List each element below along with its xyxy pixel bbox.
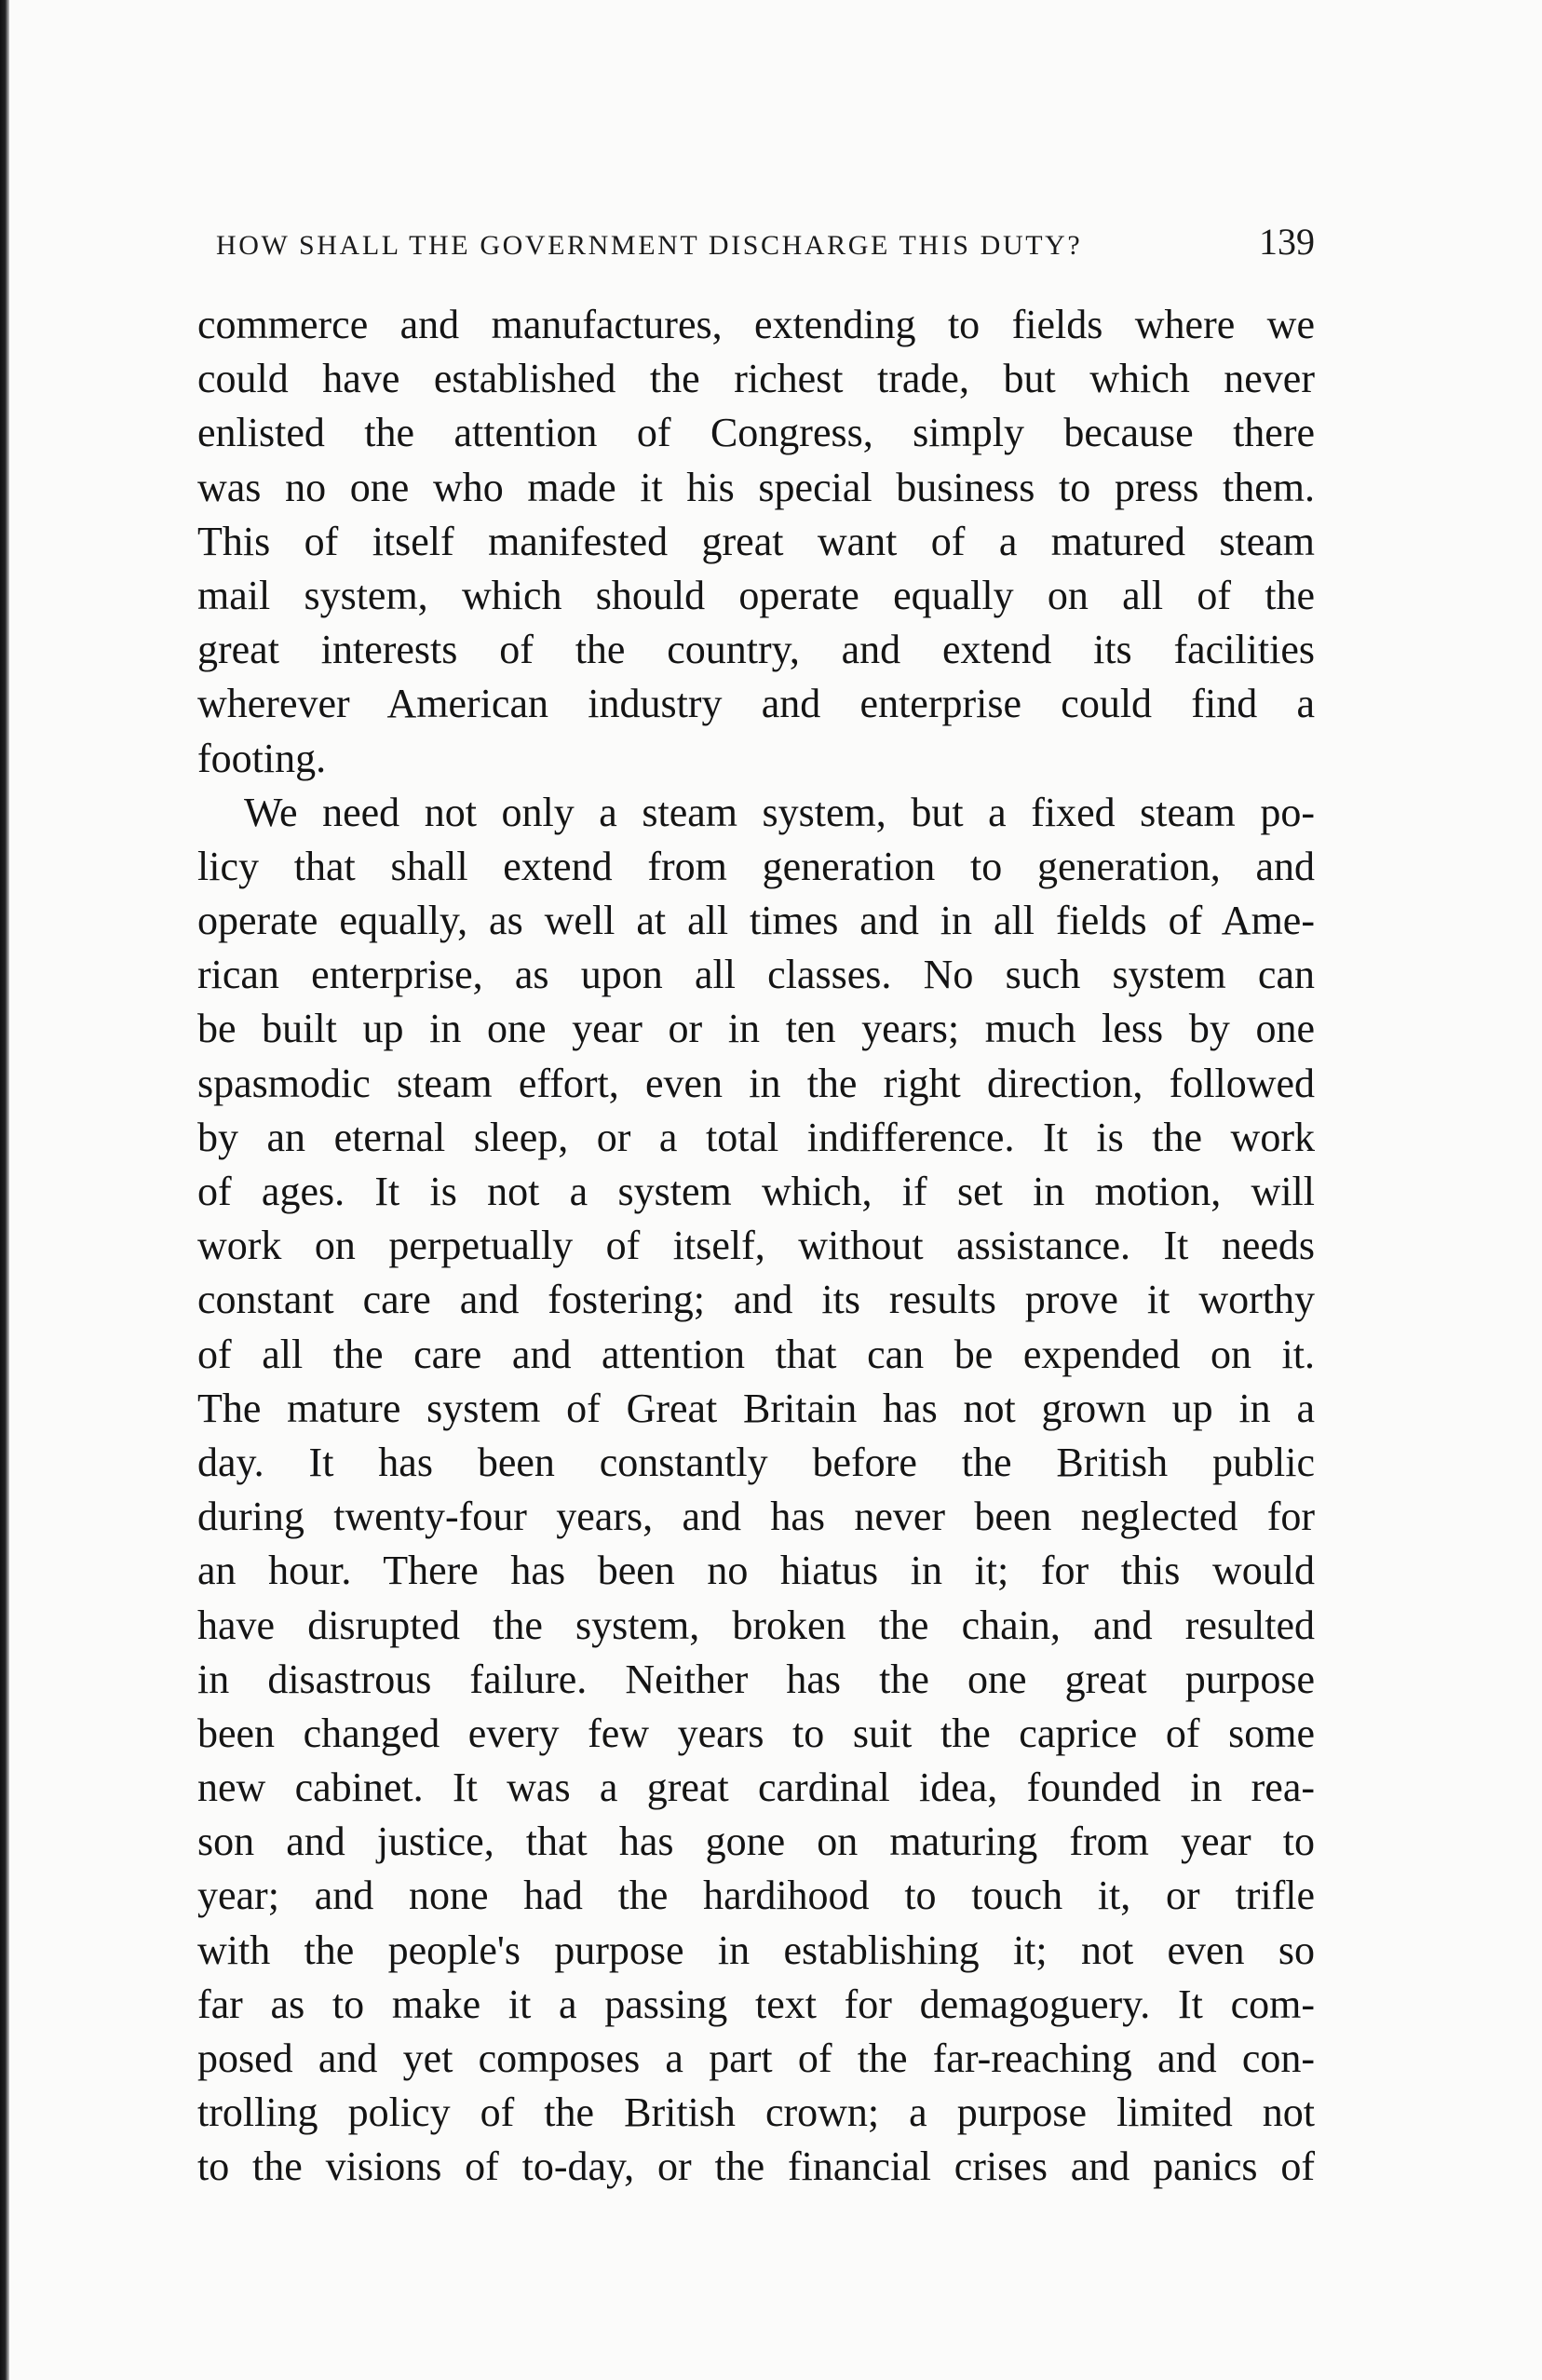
running-title: HOW SHALL THE GOVERNMENT DISCHARGE THIS DUTY? <box>216 230 1083 261</box>
text-line: work on perpetually of itself, without assistance. It needs <box>197 1223 1315 1269</box>
text-line: son and justice, that has gone on maturing from year to <box>197 1819 1315 1865</box>
text-line: spasmodic steam effort, even in the right direction, followed <box>197 1060 1315 1106</box>
text-line: to the visions of to-day, or the financial crises and panics of <box>197 2143 1315 2190</box>
text-line: enlisted the attention of Congress, simply because there <box>197 410 1315 456</box>
text-line: been changed every few years to suit the caprice of some <box>197 1710 1315 1756</box>
text-line: of ages. It is not a system which, if set in motion, will <box>197 1169 1315 1214</box>
text-line: trolling policy of the British crown; a purpose limited not <box>197 2089 1315 2136</box>
text-line: have disrupted the system, broken the chain, and resulted <box>197 1602 1315 1648</box>
text-line: by an eternal sleep, or a total indifference. It is the work <box>197 1114 1315 1160</box>
text-line: far as to make it a passing text for demagoguery. It com- <box>197 1981 1315 2027</box>
text-line: licy that shall extend from generation to generation, and <box>197 843 1315 889</box>
text-line: rican enterprise, as upon all classes. No such system can <box>197 952 1315 998</box>
body-text <box>197 298 1315 2195</box>
text-line: mail system, which should operate equally on all of the <box>197 572 1315 618</box>
text-line: could have established the richest trade, but which never <box>197 356 1315 402</box>
text-line: new cabinet. It was a great cardinal idea, founded in rea- <box>197 1765 1315 1811</box>
running-head <box>216 220 1315 264</box>
text-line: This of itself manifested great want of a matured steam <box>197 518 1315 564</box>
text-line: day. It has been constantly before the British public <box>197 1439 1315 1485</box>
paragraph-2 <box>197 786 1315 2195</box>
text-line: year; and none had the hardihood to touch it, or trifle <box>197 1873 1315 1919</box>
text-line: during twenty-four years, and has never been neglected for <box>197 1494 1315 1540</box>
text-line: in disastrous failure. Neither has the one great purpose <box>197 1656 1315 1702</box>
text-line: an hour. There has been no hiatus in it; for this would <box>197 1548 1315 1594</box>
text-line: of all the care and attention that can be expended on it. <box>197 1331 1315 1377</box>
text-line: be built up in one year or in ten years; much less by one <box>197 1006 1315 1052</box>
text-line: great interests of the country, and extend its facilities <box>197 627 1315 673</box>
text-line: operate equally, as well at all times and in all fields of Ame- <box>197 898 1315 944</box>
text-line: commerce and manufactures, extending to fields where we <box>197 302 1315 347</box>
text-line: We need not only a steam system, but a fixed steam po- <box>244 789 1315 835</box>
text-line: constant care and fostering; and its results prove it worthy <box>197 1277 1315 1323</box>
page-number: 139 <box>1259 221 1315 263</box>
text-line: posed and yet composes a part of the far-reaching and con- <box>197 2035 1315 2081</box>
paragraph-1 <box>197 298 1315 786</box>
text-line: The mature system of Great Britain has not grown up in a <box>197 1385 1315 1431</box>
text-line: wherever American industry and enterprise could find a <box>197 681 1315 727</box>
text-line: was no one who made it his special business to press them. <box>197 464 1315 510</box>
text-line: footing. <box>197 735 327 781</box>
text-line: with the people's purpose in establishing it; not even so <box>197 1927 1315 1973</box>
binding-edge <box>0 0 9 2380</box>
